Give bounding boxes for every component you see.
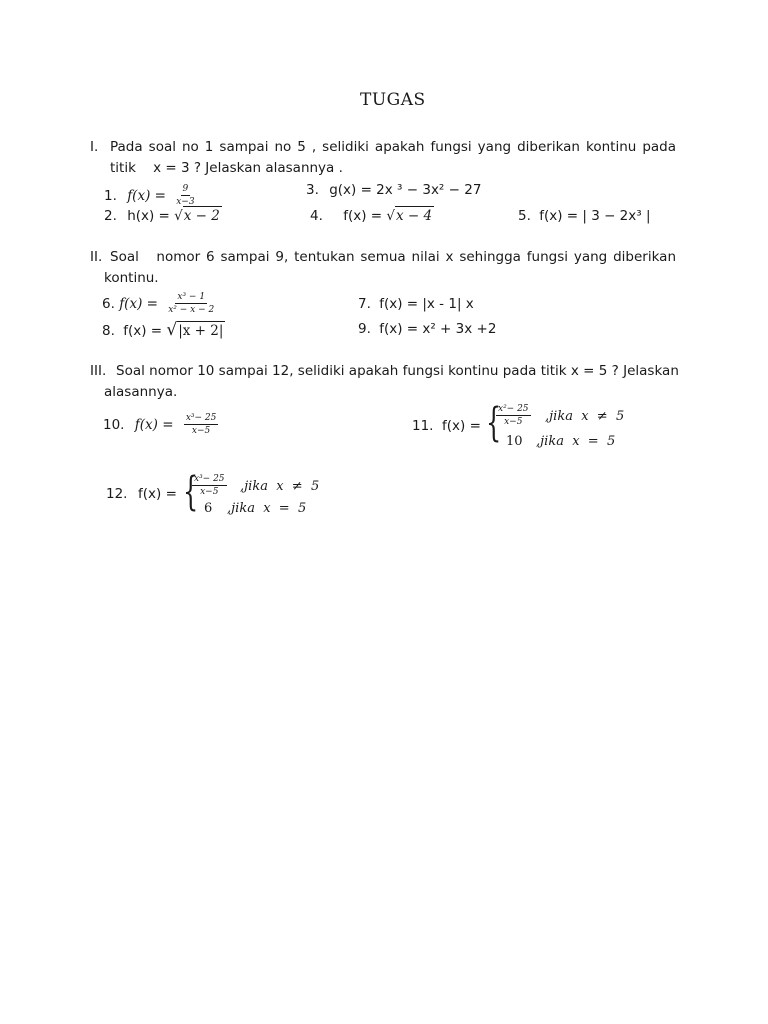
- section-2-instruction-line-2: kontinu.: [104, 270, 159, 286]
- section-3-instruction-line-1: Soal nomor 10 sampai 12, selidiki apakah fungsi kontinu pada titik x = 5 ? Jelaskan: [116, 363, 679, 379]
- section-3-instruction-line-2: alasannya.: [104, 384, 178, 400]
- fraction: [184, 413, 219, 437]
- problem-11-case-1-condition: ,jika x ≠ 5: [545, 409, 625, 424]
- function-expression: g(x) = 2x ³ − 3x² − 27: [329, 182, 482, 198]
- square-root: √|x + 2|: [166, 320, 224, 340]
- function-expression: f(x) = | 3 − 2x³ |: [539, 208, 651, 224]
- problem-12-case-2-value: 6: [204, 501, 213, 516]
- fraction-denominator: x−5: [504, 417, 523, 428]
- problem-11-case-1-fraction: [496, 404, 531, 428]
- problem-5: [518, 210, 651, 224]
- function-lhs: f(x) =: [119, 295, 158, 312]
- problem-12-case-1-fraction: [192, 474, 227, 498]
- function-expression: f(x) = |x - 1| x: [379, 296, 474, 312]
- problem-8: [102, 322, 225, 339]
- problem-number: 9.: [358, 321, 371, 337]
- problem-12-case-1-condition: ,jika x ≠ 5: [240, 479, 320, 494]
- problem-number: 6.: [102, 295, 115, 312]
- problem-number: 2.: [104, 208, 117, 224]
- problem-6: [102, 292, 216, 316]
- function-lhs: h(x) =: [127, 208, 170, 224]
- problem-12-lhs: f(x) =: [138, 486, 177, 502]
- section-3-numeral: III.: [90, 363, 107, 379]
- problem-10: [103, 413, 218, 437]
- problem-number: 1.: [104, 187, 117, 204]
- problem-number: 8.: [102, 323, 115, 339]
- fraction-denominator: x−5: [191, 426, 211, 437]
- function-expression: f(x) = x² + 3x +2: [379, 321, 497, 337]
- page-title: TUGAS: [360, 90, 426, 110]
- radicand: x − 2: [183, 208, 220, 224]
- fraction-numerator: x²− 25: [496, 404, 531, 416]
- radicand: |x + 2|: [178, 323, 224, 339]
- problem-number: 3.: [306, 182, 319, 198]
- left-brace-icon: {: [486, 400, 502, 446]
- function-lhs: f(x) =: [127, 187, 166, 204]
- radicand: x − 4: [395, 208, 433, 224]
- fraction-numerator: 9: [181, 184, 191, 196]
- problem-7: [358, 298, 474, 312]
- problem-12-number: 12.: [106, 486, 128, 502]
- problem-number: 10.: [103, 416, 125, 433]
- fraction-numerator: x³− 25: [184, 413, 219, 425]
- square-root: √x − 4: [386, 208, 433, 224]
- problem-9: [358, 323, 496, 337]
- problem-11-lhs: f(x) =: [442, 418, 481, 434]
- left-brace-icon: {: [183, 469, 199, 515]
- problem-number: 4.: [310, 208, 323, 224]
- section-1-instruction-line-1: Pada soal no 1 sampai no 5 , selidiki apakah fungsi yang diberikan kontinu pada: [110, 139, 676, 155]
- fraction-denominator: x² − x − 2: [168, 305, 215, 316]
- square-root: √x − 2: [174, 208, 220, 224]
- problem-11-case-2-value: 10: [506, 434, 523, 449]
- fraction-numerator: x³ − 1: [175, 292, 207, 304]
- problem-3: [306, 184, 481, 198]
- function-lhs: f(x) =: [343, 208, 383, 224]
- fraction-denominator: x−3: [176, 197, 195, 208]
- problem-11-case-2-condition: ,jika x = 5: [536, 434, 616, 449]
- fraction: [174, 184, 196, 208]
- function-lhs: f(x) =: [134, 416, 174, 433]
- fraction: [166, 292, 216, 316]
- problem-number: 5.: [518, 208, 531, 224]
- problem-11-number: 11.: [412, 418, 434, 434]
- problem-1: [104, 184, 197, 208]
- problem-4: [310, 210, 434, 224]
- problem-2: [104, 210, 222, 224]
- section-1-instruction-line-2: titik x = 3 ? Jelaskan alasannya .: [110, 160, 343, 176]
- section-2-numeral: II.: [90, 249, 103, 265]
- section-2-instruction-line-1: Soal nomor 6 sampai 9, tentukan semua nilai x sehingga fungsi yang diberikan: [110, 249, 676, 265]
- section-1-numeral: I.: [90, 139, 99, 155]
- fraction-numerator: x³− 25: [192, 474, 227, 486]
- problem-number: 7.: [358, 296, 371, 312]
- fraction: [192, 474, 227, 498]
- fraction-denominator: x−5: [200, 487, 219, 498]
- problem-12-case-2-condition: ,jika x = 5: [227, 501, 307, 516]
- function-lhs: f(x) =: [123, 323, 163, 339]
- fraction: [496, 404, 531, 428]
